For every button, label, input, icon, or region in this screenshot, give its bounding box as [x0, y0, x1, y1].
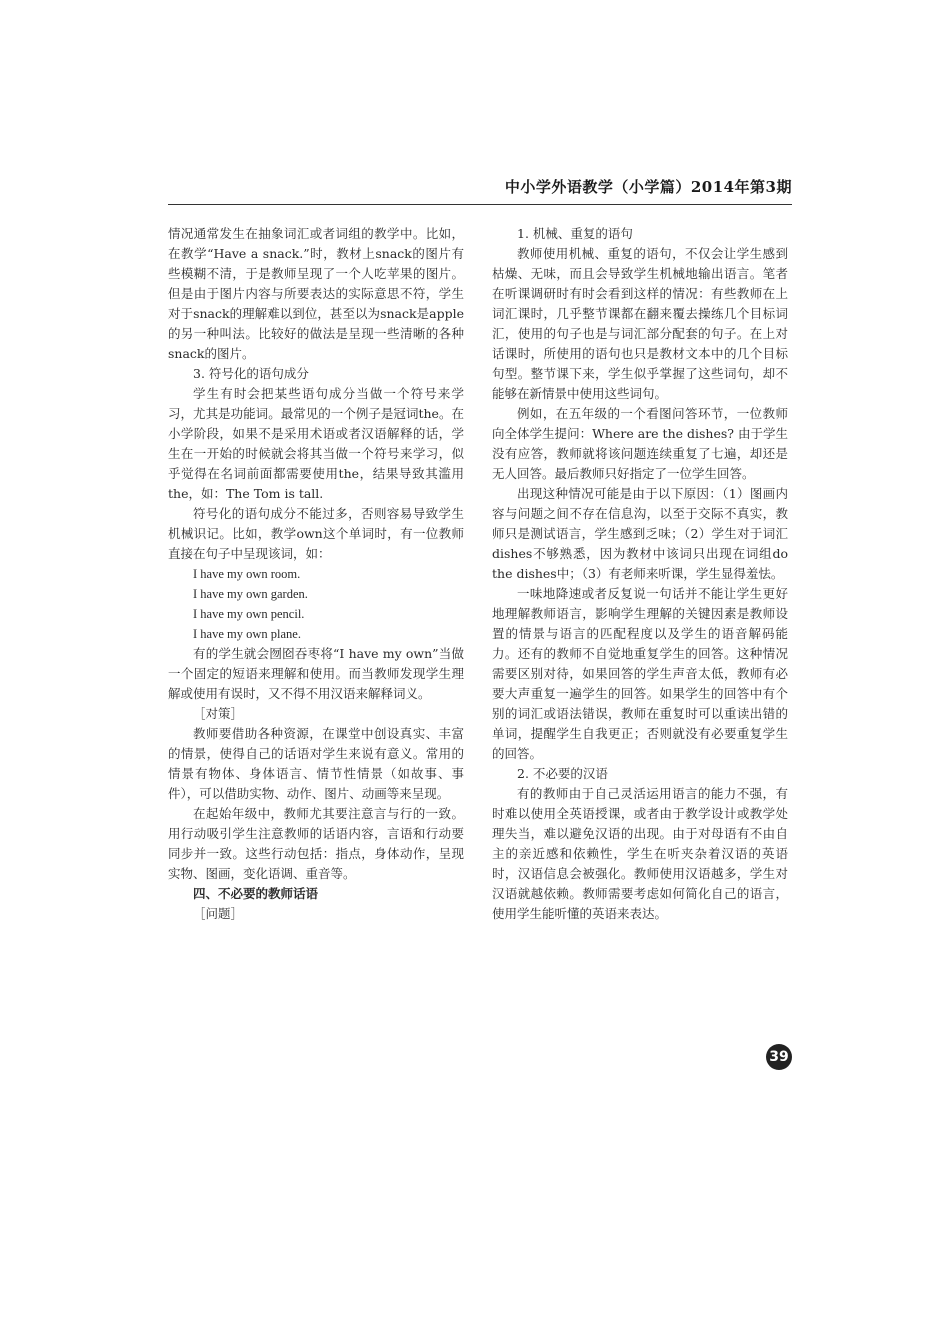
- right-paragraph-4: 一味地降速或者反复说一句话并不能让学生更好地理解教师语言，影响学生理解的关键因素是教师设置的情景与语言的匹配程度以及学生的语音解码能力。还有的教师不自觉地重复学生的回答。这种情况需要区别对待，如果回答的学生声音太低，教师有必要大声重复一遍学生的回答。如果学生的回答中有个别的词汇或语法错误，教师在重复时可以重读出错的单词，提醒学生自我更正；否则就没有必要重复学生的回答。: [492, 586, 788, 761]
- right-column: [492, 224, 788, 924]
- subheading-mechanical-sentences: 1. 机械、重复的语句: [517, 226, 633, 241]
- left-column: [168, 224, 464, 924]
- strategy-label: ［对策］: [193, 706, 244, 721]
- right-paragraph-5: 有的教师由于自己灵活运用语言的能力不强，有时难以使用全英语授课，或者由于教学设计或教学处理失当，难以避免汉语的出现。由于对母语有不由自主的亲近感和依赖性，学生在听夹杂着汉语的英语时，汉语信息会被强化。教师使用汉语越多，学生对汉语就越依赖。教师需要考虑如何简化自己的语言，使用学生能听懂的英语来表达。: [492, 786, 788, 921]
- right-paragraph-3: 出现这种情况可能是由于以下原因：（1）图画内容与问题之间不存在信息沟，以至于交际不真实，教师只是测试语言，学生感到乏味；（2）学生对于词汇dishes不够熟悉，因为教材中该词只出现在词组do the dishes中；（3）有老师来听课，学生显得羞怯。: [492, 486, 788, 581]
- left-paragraph-3: 符号化的语句成分不能过多，否则容易导致学生机械识记。比如，教学own这个单词时，有一位教师直接在句子中呈现该词，如：: [168, 506, 464, 561]
- section-heading-4: 四、不必要的教师话语: [193, 886, 319, 901]
- left-paragraph-2: 学生有时会把某些语句成分当做一个符号来学习，尤其是功能词。最常见的一个例子是冠词the。在小学阶段，如果不是采用术语或者汉语解释的话，学生在一开始的时候就会将其当做一个符号来学习，似乎觉得在名词前面都需要使用the，结果导致其滥用the，如：The Tom is tall.: [168, 386, 464, 501]
- page-number-badge: 39: [766, 1044, 792, 1070]
- header-rule: [168, 204, 792, 205]
- left-paragraph-4: 有的学生就会囫囵吞枣将“I have my own”当做一个固定的短语来理解和使用。而当教师发现学生理解或使用有误时，又不得不用汉语来解释词义。: [168, 646, 464, 701]
- example-sentence: I have my own room.: [193, 567, 301, 581]
- problem-label: ［问题］: [193, 906, 244, 921]
- right-paragraph-1: 教师使用机械、重复的语句，不仅会让学生感到枯燥、无味，而且会导致学生机械地输出语言。笔者在听课调研时有时会看到这样的情况：有些教师在上词汇课时，几乎整节课都在翻来覆去操练几个目标词汇，使用的句子也是与词汇部分配套的句子。在上对话课时，所使用的语句也只是教材文本中的几个目标句型。整节课下来，学生似乎掌握了这些词句，却不能够在新情景中使用这些词句。: [492, 246, 788, 401]
- left-paragraph-5: 教师要借助各种资源，在课堂中创设真实、丰富的情景，使得自己的话语对学生来说有意义。常用的情景有物体、身体语言、情节性情景（如故事、事件），可以借助实物、动作、图片、动画等来呈现。: [168, 726, 464, 801]
- example-sentence: I have my own garden.: [193, 587, 308, 601]
- left-paragraph-1: 情况通常发生在抽象词汇或者词组的教学中。比如，在教学“Have a snack.”时，教材上snack的图片有些模糊不清，于是教师呈现了一个人吃苹果的图片。但是由于图片内容与所要表达的实际意思不符，学生对于snack的理解难以到位，甚至以为snack是apple的另一种叫法。比较好的做法是呈现一些清晰的各种snack的图片。: [168, 226, 464, 361]
- journal-header: 中小学外语教学（小学篇）2014年第3期: [504, 178, 792, 196]
- example-sentence: I have my own pencil.: [193, 607, 305, 621]
- right-paragraph-2: 例如，在五年级的一个看图问答环节，一位教师向全体学生提问：Where are the dishes? 由于学生没有应答，教师就将该问题连续重复了七遍，却还是无人回答。最后教师只好指定了一位学生回答。: [492, 406, 788, 481]
- subheading-unnecessary-chinese: 2. 不必要的汉语: [517, 766, 608, 781]
- left-paragraph-6: 在起始年级中，教师尤其要注意言与行的一致。用行动吸引学生注意教师的话语内容，言语和行动要同步并一致。这些行动包括：指点，身体动作，呈现实物、图画，变化语调、重音等。: [168, 806, 464, 881]
- subheading-symbolic-sentence: 3. 符号化的语句成分: [193, 366, 309, 381]
- example-sentence: I have my own plane.: [193, 627, 301, 641]
